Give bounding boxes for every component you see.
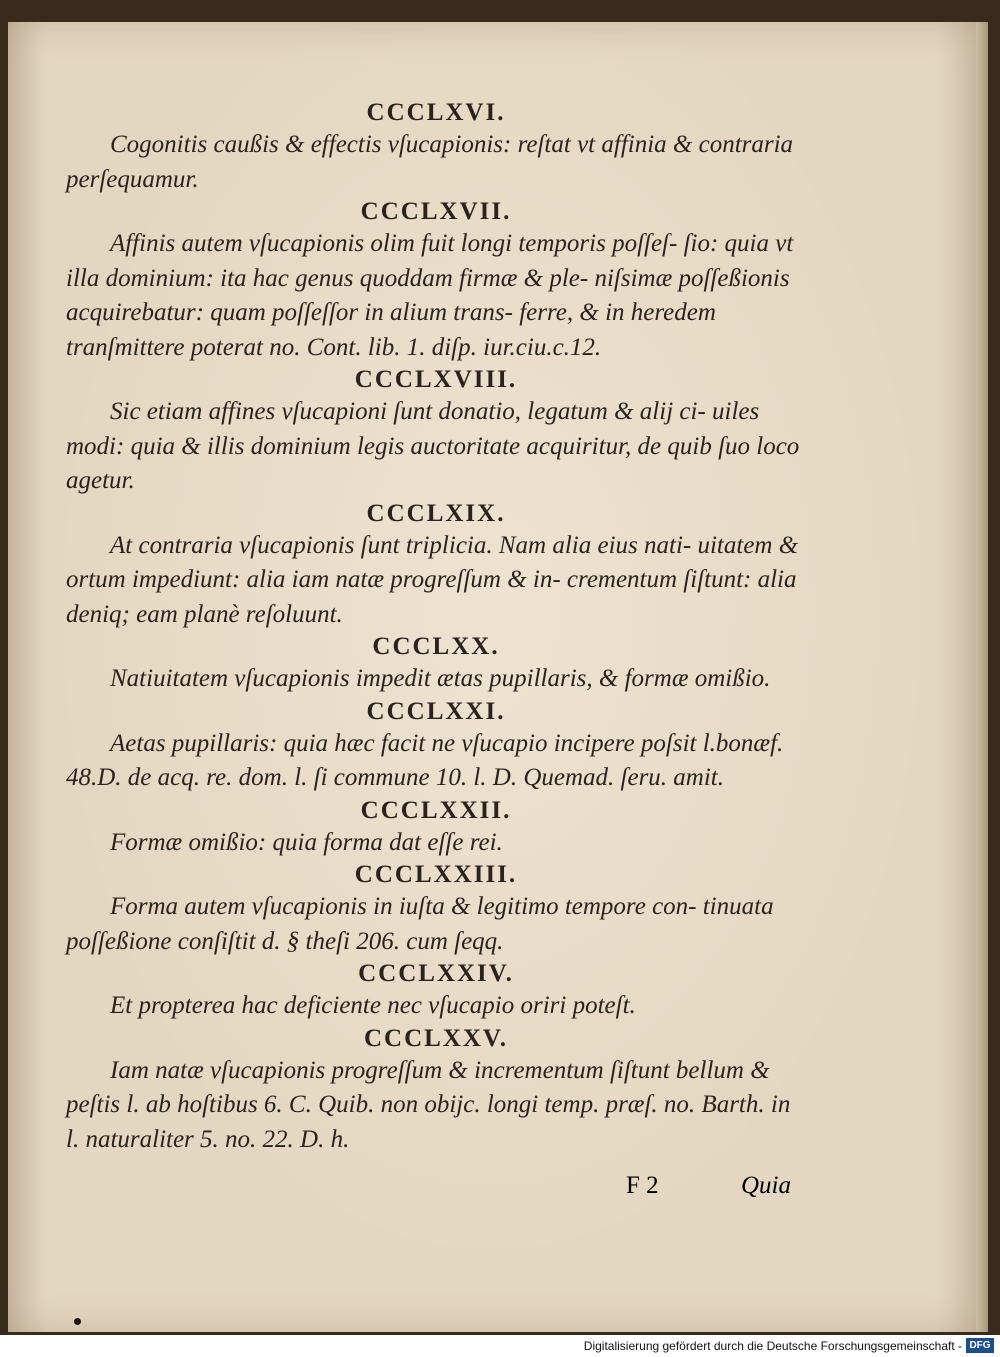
section-heading: CCCLXVI. (366, 99, 506, 126)
section-text: Sic etiam affines vſucapioni ſunt donatio, legatum & alij ci- uiles modi: quia & illis dominium legis auctoritate acquiritur, de quib ſuo loco agetur. (66, 398, 800, 494)
dfg-logo-icon: DFG (966, 1338, 994, 1353)
ink-spot (74, 1318, 81, 1325)
section-text: Et propterea hac deficiente nec vſucapio oriri poteſt. (110, 992, 636, 1019)
page-text (66, 98, 806, 1157)
section-heading: CCCLXIX. (366, 499, 506, 527)
funding-credit: Digitalisierung gefördert durch die Deutsche Forschungsgemeinschaft - (583, 1339, 962, 1353)
section-370 (66, 632, 806, 697)
section-375 (66, 1024, 806, 1158)
funding-footer (0, 1335, 1000, 1357)
section-373 (66, 860, 806, 959)
section-heading: CCCLXX. (372, 633, 500, 660)
book-page (8, 22, 976, 1332)
signature-mark: F 2 (626, 1172, 659, 1199)
section-372 (66, 796, 806, 861)
section-text: Aetas pupillaris: quia hæc facit ne vſucapio incipere poſsit l.bonæf. 48.D. de acq. re. dom. l. ſi commune 10. l. D. Quemad. ſeru. amit. (66, 729, 784, 791)
section-text: At contraria vſucapionis ſunt triplicia. Nam alia eius nati- uitatem & ortum impediunt: alia iam natæ progreſſum & in- crementum ſiſtunt: alia deniq; eam planè reſoluunt. (66, 531, 799, 628)
section-text: Affinis autem vſucapionis olim fuit longi temporis poſſeſ- ſio: quia vt illa dominium: ita hac genus quoddam firmæ & ple- niſsimæ poſſeßionis acquirebatur: quam poſſeſſor in alium trans- ferre, & in heredem tranſmittere poterat no. Cont. lib. 1. diſp. iur.ciu.c.12. (66, 230, 794, 361)
section-heading: CCCLXVII. (360, 198, 512, 225)
section-heading: CCCLXVIII. (354, 366, 518, 393)
section-heading: CCCLXXIII. (354, 861, 518, 888)
section-heading: CCCLXXIV. (358, 960, 514, 987)
section-heading: CCCLXXV. (363, 1024, 509, 1052)
section-368 (66, 365, 806, 499)
section-374 (66, 959, 806, 1024)
section-text: Formæ omißio: quia forma dat eſſe rei. (110, 828, 503, 856)
section-text: Forma autem vſucapionis in iuſta & legitimo tempore con- tinuata poſſeßione conſiſtit d. § theſi 206. cum ſeqq. (66, 893, 774, 955)
catchword: Quia (741, 1172, 791, 1199)
section-369 (66, 499, 806, 633)
section-heading: CCCLXXI. (366, 697, 506, 725)
page-edge (976, 22, 988, 1332)
section-text: Cogonitis caußis & effectis vſucapionis: reſtat vt affinia & contraria perſequamur. (66, 131, 794, 193)
section-text: Iam natæ vſucapionis progreſſum & incrementum ſiſtunt bellum & peſtis l. ab hoſtibus 6. C. Quib. non obijc. longi temp. præſ. no. Barth. in l. naturaliter 5. no. 22. D. h. (66, 1056, 791, 1153)
section-text: Natiuitatem vſucapionis impedit ætas pupillaris, & formæ omißio. (110, 665, 771, 692)
section-371 (66, 697, 806, 796)
section-367 (66, 197, 806, 365)
section-366 (66, 98, 806, 197)
section-heading: CCCLXXII. (360, 796, 512, 824)
